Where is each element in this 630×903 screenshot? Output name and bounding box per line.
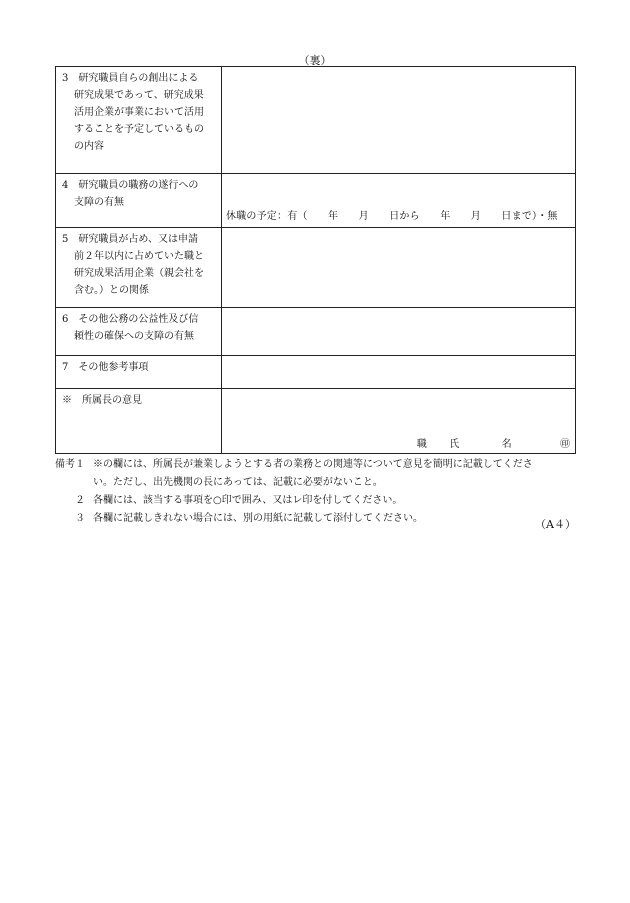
row-6-input-area[interactable] [222, 308, 576, 356]
remark-text: 各欄には、該当する事項を○印で囲み、又はレ印を付してください。 [93, 495, 403, 506]
name-label-given: 名 [501, 439, 512, 450]
label-line: することを予定しているもの [74, 124, 204, 135]
remark-text: ※の欄には、所属長が兼業しようとする者の業務との関連等について意見を簡明に記載してくださ [93, 459, 533, 470]
remarks-section [55, 456, 576, 528]
leave-plan-text: 休職の予定：有（ 年 月 日から 年 月 日まで）・無 [226, 211, 558, 222]
row-7-label [56, 356, 222, 389]
remark-item [55, 492, 576, 510]
label-line: 4 研究職員の職務の遂行への [62, 180, 199, 191]
label-line: 研究成果であって、研究成果 [74, 90, 204, 101]
row-6-label [56, 308, 222, 356]
remark-number: ３ [75, 513, 85, 524]
label-line: 活用企業が事業において活用 [74, 107, 204, 118]
table-row [56, 356, 576, 389]
label-line: 3 研究職員自らの創出による [62, 73, 199, 84]
label-line: 頼性の確保への支障の有無 [74, 331, 194, 342]
page-title: （裏） [298, 54, 332, 67]
row-5-input-area[interactable] [222, 228, 576, 308]
remark-number: ２ [75, 495, 85, 506]
table-row [56, 174, 576, 228]
label-line: 支障の有無 [74, 197, 124, 208]
label-line: 5 研究職員が占め、又は申請 [62, 234, 198, 245]
label-line: 含む。）との関係 [74, 285, 149, 296]
row-7-input-area[interactable] [222, 356, 576, 389]
remark-item [55, 456, 576, 474]
position-label: 職 [416, 439, 427, 450]
signature-line [417, 435, 570, 450]
label-line: 7 その他参考事項 [62, 362, 149, 373]
supervisor-opinion-label [56, 389, 222, 454]
row-3-label [56, 67, 222, 174]
label-line: 前２年以内に占めていた職と [74, 251, 204, 262]
table-row [56, 308, 576, 356]
remark-text-continued: い。ただし、出先機関の長にあっては、記載に必要がないこと。 [93, 477, 383, 488]
label-line: 研究成果活用企業（親会社を [74, 268, 204, 279]
row-4-label [56, 174, 222, 228]
table-row [56, 228, 576, 308]
row-3-input-area[interactable] [222, 67, 576, 174]
application-form-table [55, 66, 576, 454]
label-line: ※ 所属長の意見 [62, 395, 142, 406]
table-row [56, 389, 576, 454]
seal-mark: ㊞ [560, 439, 570, 450]
label-line: 6 その他公務の公益性及び信 [62, 314, 199, 325]
supervisor-opinion-area[interactable] [222, 389, 576, 454]
remark-text: 各欄に記載しきれない場合には、別の用紙に記載して添付してください。 [93, 513, 423, 524]
row-4-input-area[interactable] [222, 174, 576, 228]
name-label-surname: 氏 [449, 439, 460, 450]
label-line: の内容 [74, 141, 104, 152]
row-5-label [56, 228, 222, 308]
paper-size-label: （A４） [535, 518, 576, 531]
table-row [56, 67, 576, 174]
remarks-heading: 備考１ [55, 459, 85, 470]
remark-item [55, 510, 576, 528]
